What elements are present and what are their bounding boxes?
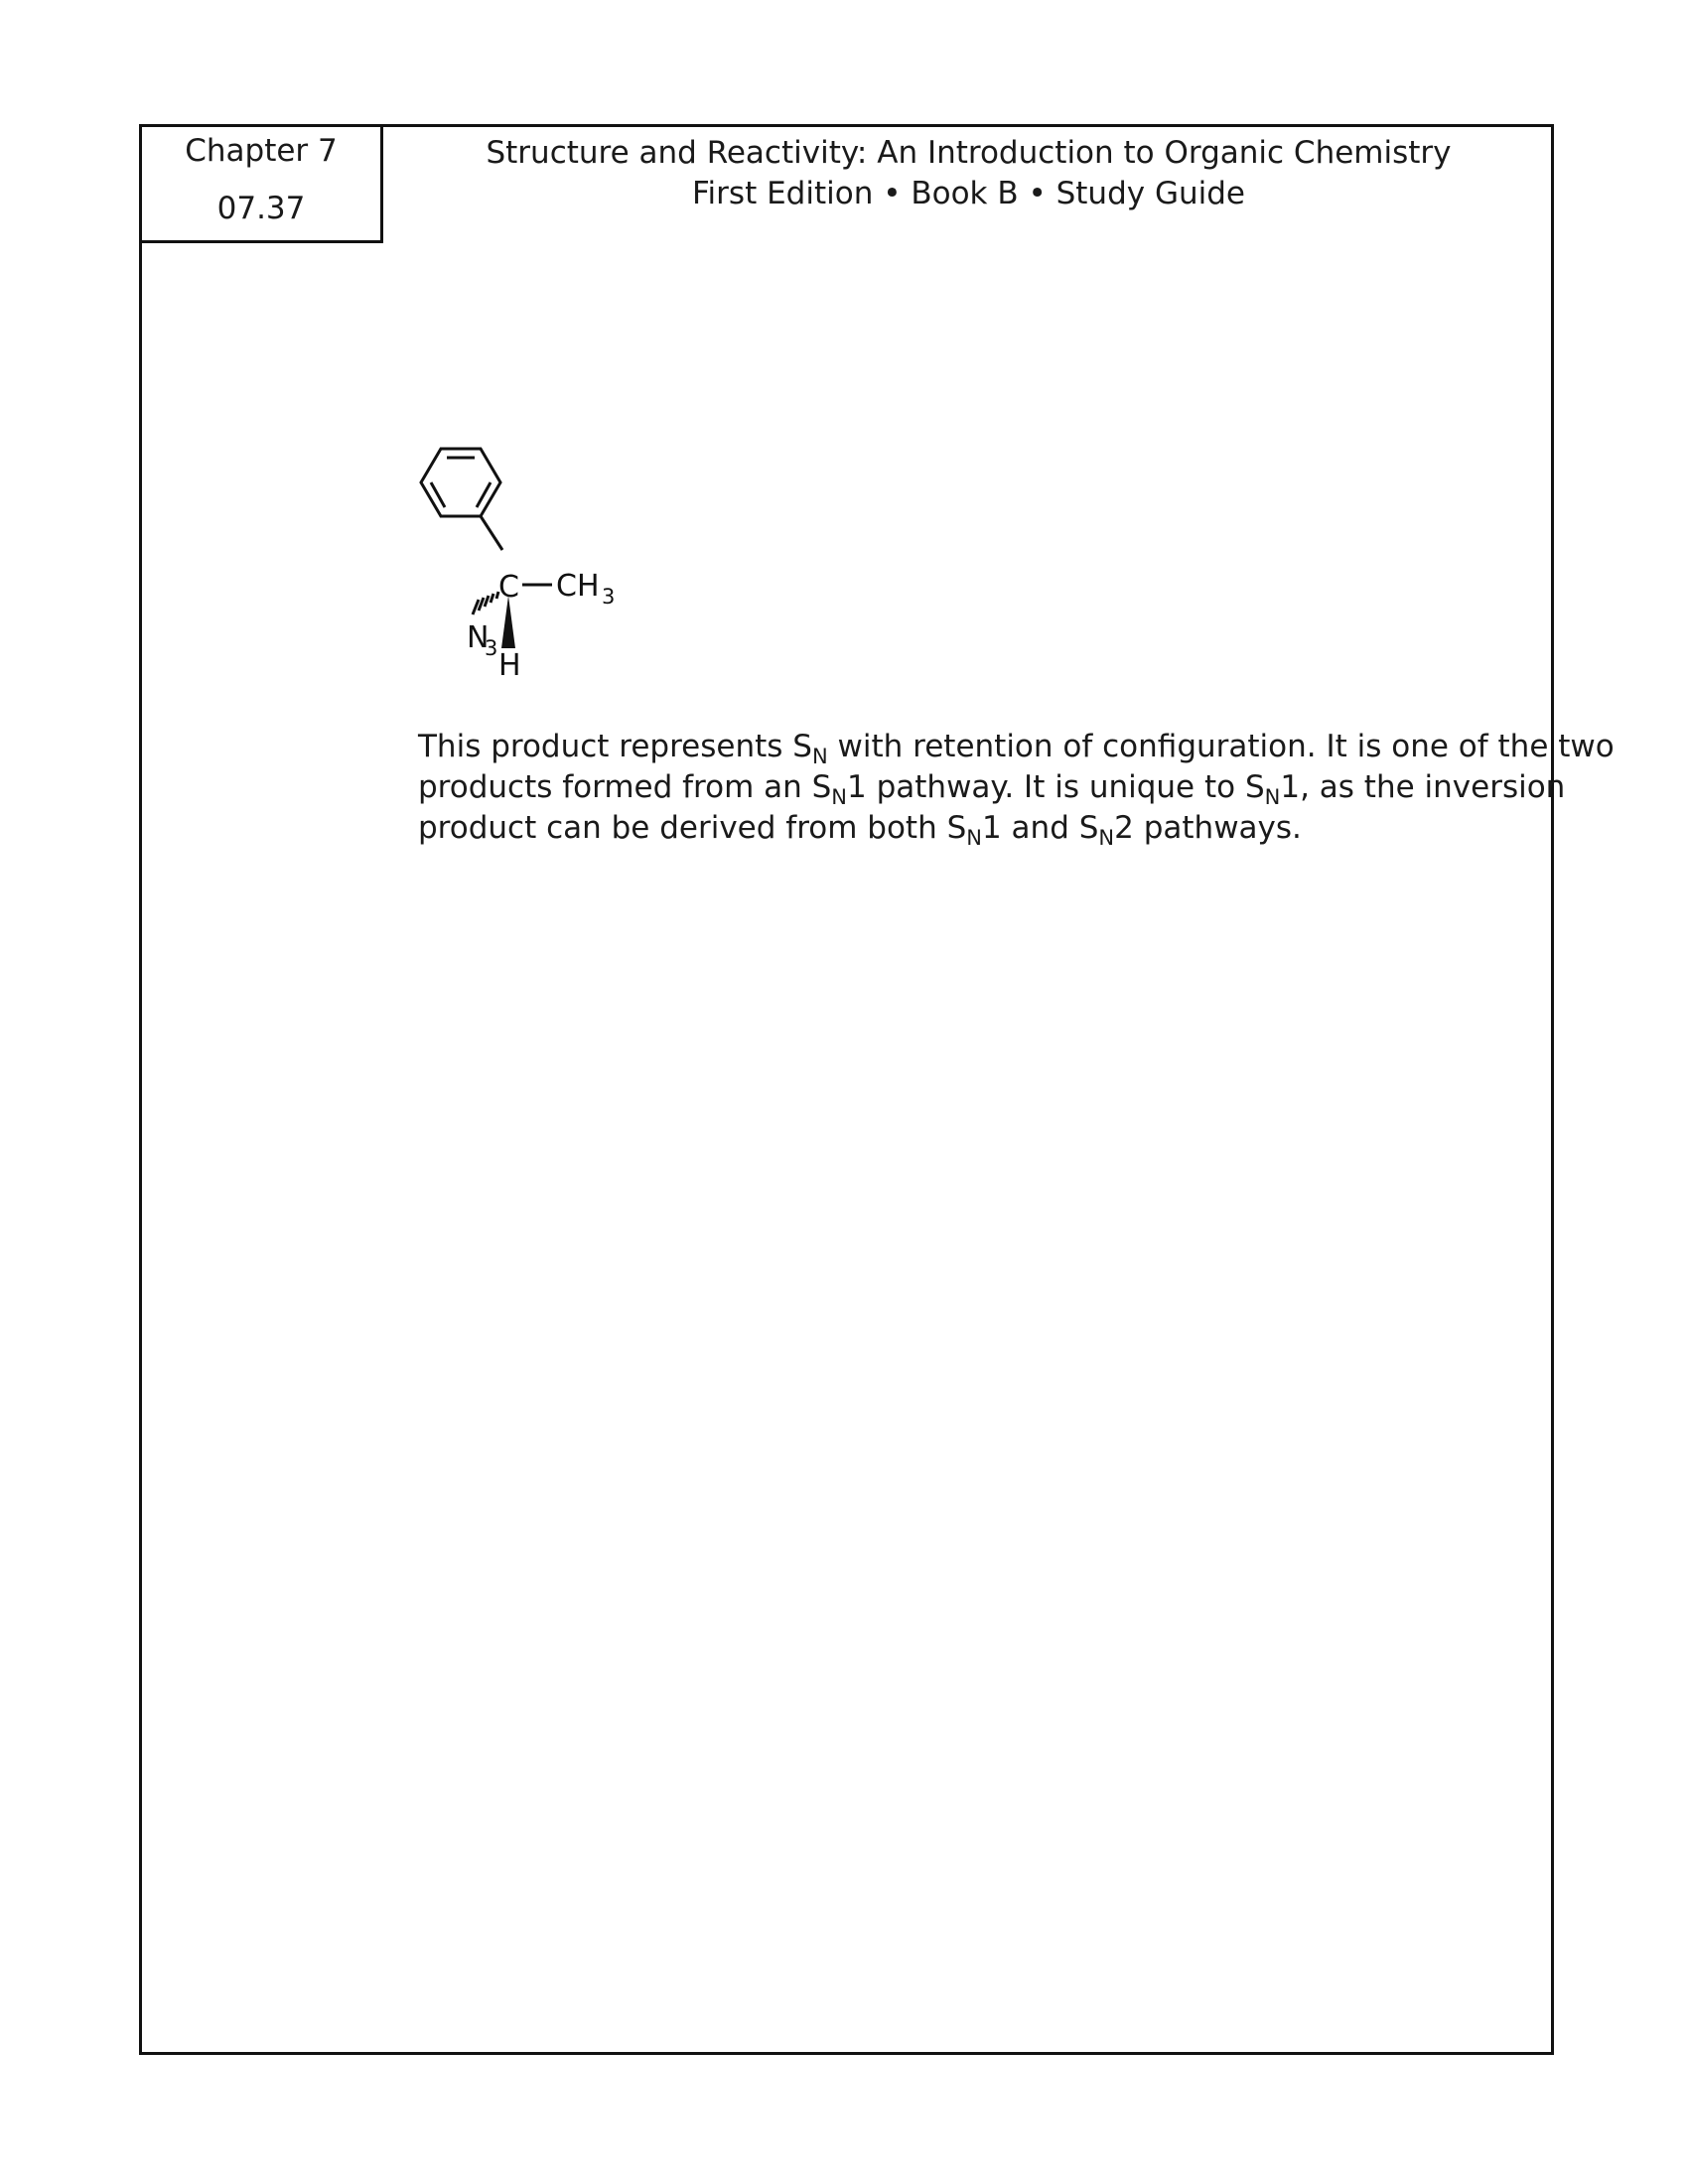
- subscript: N: [1098, 826, 1115, 850]
- methyl-group: CH: [556, 569, 600, 604]
- benzene-inner-double-bonds: [431, 458, 491, 507]
- problem-number: 07.37: [216, 191, 306, 226]
- methyl-subscript: 3: [602, 585, 616, 609]
- explanation-line: [418, 727, 1615, 768]
- text-run: with retention of configuration. It is one of the two: [827, 729, 1615, 764]
- book-title: Structure and Reactivity: An Introduction to Organic Chemistry: [486, 135, 1452, 171]
- subscript: N: [811, 745, 828, 768]
- text-run: 1 pathway. It is unique to S: [847, 769, 1265, 805]
- subscript: N: [831, 785, 848, 809]
- page-frame: [139, 124, 1554, 2055]
- text-run: 2 pathways.: [1114, 810, 1302, 846]
- text-run: products formed from an S: [418, 769, 832, 805]
- chemical-structure: [417, 437, 675, 695]
- chapter-box: [139, 124, 383, 243]
- text-run: 1, as the inversion: [1280, 769, 1566, 805]
- text-run: This product represents S: [418, 729, 812, 764]
- subscript: N: [1264, 785, 1281, 809]
- book-subtitle: First Edition • Book B • Study Guide: [691, 176, 1245, 211]
- stereocenter-carbon: C: [498, 570, 519, 605]
- explanation-text: [418, 727, 1615, 850]
- text-run: 1 and S: [981, 810, 1099, 846]
- azide-subscript: 3: [485, 636, 498, 660]
- explanation-line: [418, 767, 1566, 809]
- hydrogen-atom: H: [498, 648, 521, 683]
- explanation-line: [418, 808, 1520, 849]
- hashed-wedge-bond: [473, 592, 498, 614]
- azide-group: N: [467, 620, 490, 655]
- ring-to-carbon-bond: [481, 516, 502, 550]
- chapter-label: Chapter 7: [185, 133, 338, 169]
- text-run: product can be derived from both S: [418, 810, 967, 846]
- subscript: N: [966, 826, 982, 850]
- page-header: [383, 133, 1554, 214]
